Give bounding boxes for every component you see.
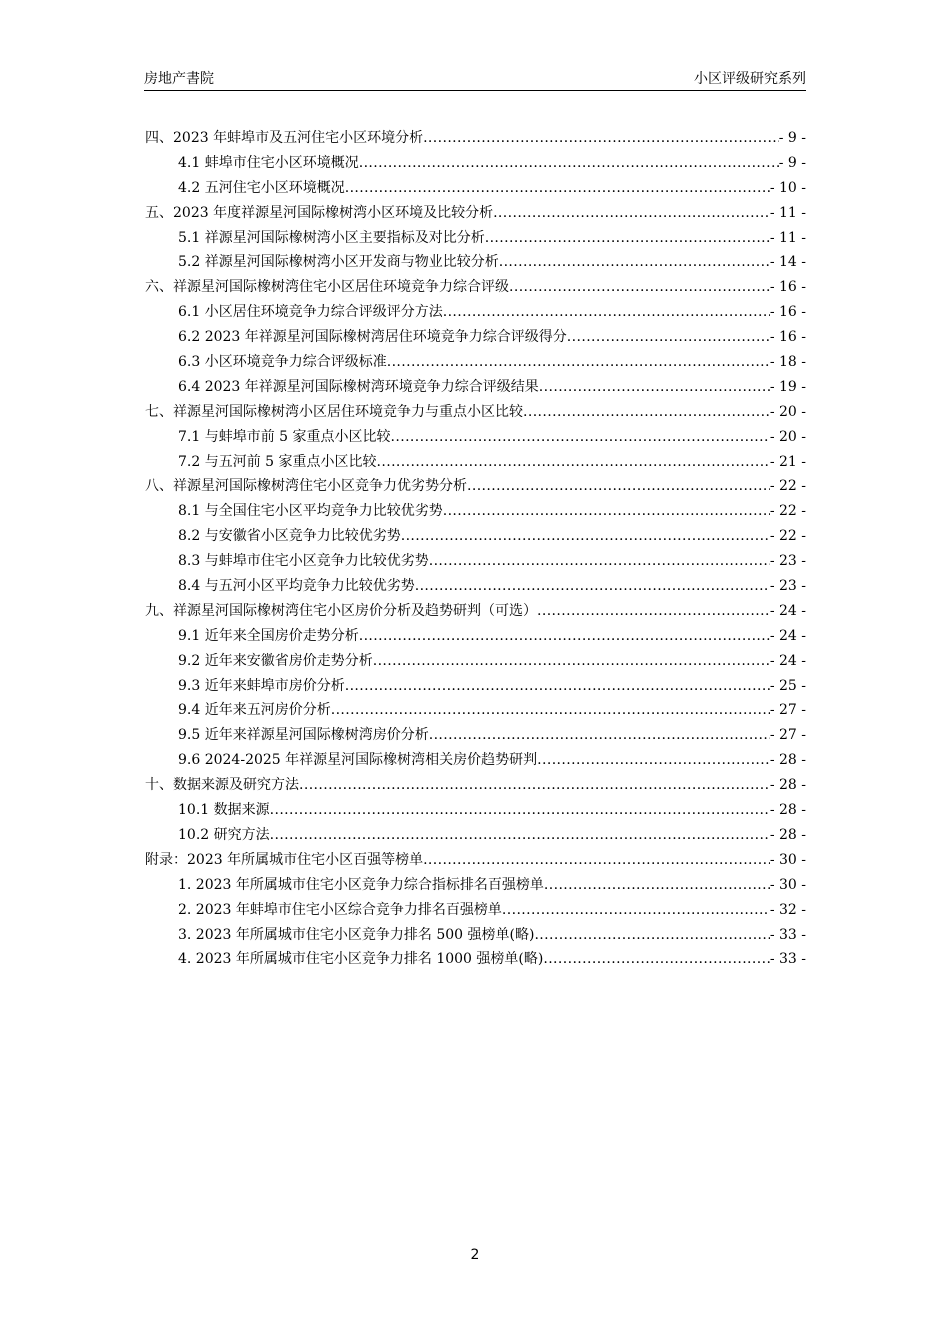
toc-chapter-entry[interactable]	[145, 599, 806, 624]
toc-leader-dots	[270, 823, 770, 848]
toc-leader-dots	[401, 524, 770, 549]
toc-section-entry[interactable]	[145, 923, 806, 948]
page-header	[144, 64, 806, 91]
page-number: 2	[470, 1247, 480, 1263]
toc-entry-page: - 33 -	[769, 951, 806, 968]
toc-entry-title: 六、祥源星河国际橡树湾住宅小区居住环境竞争力综合评级	[145, 279, 509, 296]
toc-leader-dots	[523, 400, 770, 425]
toc-entry-page: - 10 -	[769, 179, 806, 196]
toc-entry-page: - 16 -	[769, 329, 806, 346]
toc-section-entry[interactable]	[145, 524, 806, 549]
toc-entry-page: - 14 -	[769, 254, 806, 271]
toc-entry-title: 10.2 研究方法	[178, 826, 270, 843]
toc-entry-title: 8.3 与蚌埠市住宅小区竞争力比较优劣势	[178, 553, 429, 570]
toc-entry-title: 2. 2023 年蚌埠市住宅小区综合竞争力排名百强榜单	[178, 901, 502, 918]
toc-entry-page: - 11 -	[769, 229, 806, 246]
toc-entry-title: 6.2 2023 年祥源星河国际橡树湾居住环境竞争力综合评级得分	[178, 329, 567, 346]
toc-entry-page: - 19 -	[769, 378, 806, 395]
toc-section-entry[interactable]	[145, 375, 806, 400]
toc-leader-dots	[499, 250, 770, 275]
header-series-title: 小区评级研究系列	[694, 71, 806, 87]
toc-leader-dots	[537, 599, 770, 624]
toc-entry-page: - 18 -	[769, 354, 806, 371]
toc-section-entry[interactable]	[145, 250, 806, 275]
toc-entry-page: - 33 -	[769, 926, 806, 943]
toc-entry-title: 8.2 与安徽省小区竞争力比较优劣势	[178, 528, 401, 545]
toc-leader-dots	[345, 674, 770, 699]
toc-entry-title: 5.1 祥源星河国际橡树湾小区主要指标及对比分析	[178, 229, 485, 246]
toc-leader-dots	[502, 898, 770, 923]
toc-entry-title: 4. 2023 年所属城市住宅小区竞争力排名 1000 强榜单(略)	[178, 951, 544, 968]
toc-leader-dots	[543, 947, 769, 972]
toc-leader-dots	[331, 698, 770, 723]
toc-chapter-entry[interactable]	[145, 848, 806, 873]
toc-entry-title: 9.5 近年来祥源星河国际橡树湾房价分析	[178, 727, 429, 744]
toc-entry-page: - 24 -	[769, 602, 806, 619]
toc-leader-dots	[509, 275, 770, 300]
toc-entry-page: - 16 -	[769, 304, 806, 321]
toc-entry-page: - 24 -	[769, 652, 806, 669]
toc-entry-page: - 28 -	[769, 777, 806, 794]
toc-entry-page: - 23 -	[769, 578, 806, 595]
toc-leader-dots	[537, 748, 770, 773]
toc-leader-dots	[443, 499, 770, 524]
toc-leader-dots	[299, 773, 770, 798]
toc-leader-dots	[359, 624, 770, 649]
toc-entry-title: 四、2023 年蚌埠市及五河住宅小区环境分析	[145, 130, 424, 146]
toc-chapter-entry[interactable]	[145, 773, 806, 798]
toc-entry-page: - 20 -	[769, 403, 806, 420]
toc-entry-page: - 22 -	[769, 503, 806, 520]
toc-chapter-entry[interactable]	[145, 201, 806, 226]
toc-section-entry[interactable]	[145, 624, 806, 649]
toc-entry-page: - 9 -	[778, 154, 806, 171]
toc-entry-title: 9.6 2024-2025 年祥源星河国际橡树湾相关房价趋势研判	[178, 752, 538, 769]
toc-section-entry[interactable]	[145, 226, 806, 251]
toc-entry-title: 七、祥源星河国际橡树湾小区居住环境竞争力与重点小区比较	[145, 403, 523, 420]
table-of-contents	[145, 126, 806, 972]
toc-leader-dots	[423, 848, 770, 873]
toc-section-entry[interactable]	[145, 300, 806, 325]
toc-leader-dots	[359, 151, 779, 176]
toc-section-entry[interactable]	[145, 798, 806, 823]
toc-entry-title: 附录：2023 年所属城市住宅小区百强等榜单	[145, 851, 424, 868]
toc-entry-page: - 27 -	[769, 702, 806, 719]
toc-entry-title: 十、数据来源及研究方法	[145, 777, 299, 794]
toc-entry-title: 9.4 近年来五河房价分析	[178, 702, 331, 719]
toc-entry-title: 6.3 小区环境竞争力综合评级标准	[178, 354, 387, 371]
toc-entry-page: - 23 -	[769, 553, 806, 570]
toc-leader-dots	[377, 450, 770, 475]
toc-leader-dots	[345, 176, 770, 201]
toc-section-entry[interactable]	[145, 425, 806, 450]
toc-section-entry[interactable]	[145, 350, 806, 375]
toc-entry-page: - 24 -	[769, 627, 806, 644]
toc-chapter-entry[interactable]	[145, 400, 806, 425]
toc-section-entry[interactable]	[145, 176, 806, 201]
toc-entry-title: 6.1 小区居住环境竞争力综合评级评分方法	[178, 304, 443, 321]
toc-entry-page: - 28 -	[769, 802, 806, 819]
toc-entry-page: - 27 -	[769, 727, 806, 744]
toc-leader-dots	[443, 300, 770, 325]
toc-leader-dots	[415, 574, 770, 599]
toc-entry-title: 9.3 近年来蚌埠市房价分析	[178, 677, 345, 694]
toc-section-entry[interactable]	[145, 873, 806, 898]
toc-entry-title: 7.2 与五河前 5 家重点小区比较	[178, 453, 377, 470]
toc-entry-page: - 28 -	[769, 826, 806, 843]
toc-entry-title: 6.4 2023 年祥源星河国际橡树湾环境竞争力综合评级结果	[178, 378, 539, 395]
toc-leader-dots	[539, 375, 770, 400]
toc-section-entry[interactable]	[145, 698, 806, 723]
toc-leader-dots	[534, 923, 769, 948]
toc-entry-title: 10.1 数据来源	[178, 802, 270, 819]
toc-section-entry[interactable]	[145, 823, 806, 848]
toc-section-entry[interactable]	[145, 450, 806, 475]
toc-leader-dots	[493, 201, 770, 226]
toc-section-entry[interactable]	[145, 748, 806, 773]
toc-chapter-entry[interactable]	[145, 474, 806, 499]
toc-entry-page: - 28 -	[769, 752, 806, 769]
toc-entry-page: - 22 -	[769, 528, 806, 545]
toc-entry-title: 1. 2023 年所属城市住宅小区竞争力综合指标排名百强榜单	[178, 876, 544, 893]
toc-entry-title: 9.1 近年来全国房价走势分析	[178, 627, 359, 644]
toc-section-entry[interactable]	[145, 723, 806, 748]
toc-leader-dots	[567, 325, 770, 350]
toc-entry-title: 4.1 蚌埠市住宅小区环境概况	[178, 154, 359, 171]
toc-entry-page: - 30 -	[769, 851, 806, 868]
toc-entry-page: - 30 -	[769, 876, 806, 893]
toc-section-entry[interactable]	[145, 898, 806, 923]
toc-leader-dots	[391, 425, 770, 450]
toc-leader-dots	[423, 126, 779, 151]
toc-leader-dots	[429, 549, 770, 574]
toc-section-entry[interactable]	[145, 499, 806, 524]
toc-chapter-entry[interactable]	[145, 275, 806, 300]
toc-leader-dots	[373, 649, 770, 674]
header-publisher: 房地产書院	[144, 71, 214, 87]
toc-leader-dots	[485, 226, 770, 251]
toc-entry-title: 8.1 与全国住宅小区平均竞争力比较优劣势	[178, 503, 443, 520]
toc-leader-dots	[387, 350, 770, 375]
toc-entry-page: - 20 -	[769, 428, 806, 445]
toc-section-entry[interactable]	[145, 574, 806, 599]
toc-entry-title: 4.2 五河住宅小区环境概况	[178, 179, 345, 196]
toc-entry-title: 8.4 与五河小区平均竞争力比较优劣势	[178, 578, 415, 595]
toc-section-entry[interactable]	[145, 649, 806, 674]
toc-entry-title: 5.2 祥源星河国际橡树湾小区开发商与物业比较分析	[178, 254, 499, 271]
toc-entry-page: - 32 -	[769, 901, 806, 918]
toc-entry-page: - 22 -	[769, 478, 806, 495]
toc-section-entry[interactable]	[145, 549, 806, 574]
toc-chapter-entry[interactable]	[145, 126, 806, 151]
toc-entry-title: 3. 2023 年所属城市住宅小区竞争力排名 500 强榜单(略)	[178, 926, 535, 943]
toc-leader-dots	[270, 798, 770, 823]
toc-section-entry[interactable]	[145, 151, 806, 176]
toc-entry-page: - 16 -	[769, 279, 806, 296]
toc-entry-title: 九、祥源星河国际橡树湾住宅小区房价分析及趋势研判（可选）	[145, 602, 537, 619]
toc-entry-title: 八、祥源星河国际橡树湾住宅小区竞争力优劣势分析	[145, 478, 467, 495]
toc-entry-page: - 11 -	[769, 204, 806, 221]
toc-leader-dots	[467, 474, 770, 499]
toc-entry-page: - 25 -	[769, 677, 806, 694]
toc-entry-page: - 9 -	[778, 130, 806, 146]
toc-entry-title: 7.1 与蚌埠市前 5 家重点小区比较	[178, 428, 391, 445]
toc-section-entry[interactable]	[145, 947, 806, 972]
toc-entry-title: 9.2 近年来安徽省房价走势分析	[178, 652, 373, 669]
toc-entry-title: 五、2023 年度祥源星河国际橡树湾小区环境及比较分析	[145, 204, 494, 221]
toc-section-entry[interactable]	[145, 674, 806, 699]
toc-leader-dots	[544, 873, 770, 898]
toc-leader-dots	[429, 723, 770, 748]
toc-section-entry[interactable]	[145, 325, 806, 350]
toc-entry-page: - 21 -	[769, 453, 806, 470]
